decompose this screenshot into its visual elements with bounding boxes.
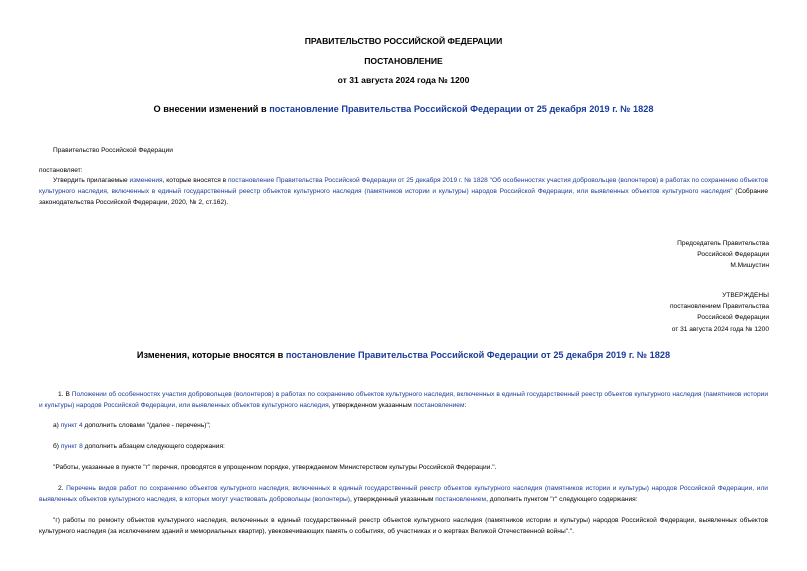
item-b-text-a: б) — [53, 443, 61, 450]
item-a-text-a: а) — [53, 422, 61, 429]
item-2-resolution-link[interactable]: постановлением — [435, 495, 487, 503]
changes-title — [0, 350, 807, 360]
item-b-text-b: дополнить абзацем следующего содержания: — [82, 443, 225, 450]
item-1-text-a: 1. В — [58, 391, 72, 398]
approved-line-4: от 31 августа 2024 года № 1200 — [671, 325, 769, 333]
p1-text-c: (Собрание законодательства Российской Федерации, 2020, № 2, ст.162). — [39, 187, 769, 206]
gov-line: Правительство Российской Федерации — [53, 147, 173, 154]
paragraph-1 — [39, 176, 768, 208]
approved-line-3: Российской Федерации — [697, 314, 769, 322]
point-8-link[interactable]: пункт 8 — [60, 443, 83, 450]
government-heading: ПРАВИТЕЛЬСТВО РОССИЙСКОЙ ФЕДЕРАЦИИ — [304, 36, 503, 46]
item-2-text-a: 2. — [58, 485, 67, 492]
approved-line-2: постановлением Правительства — [669, 303, 769, 311]
item-1-text-b: , утвержденном указанным — [328, 401, 414, 409]
quote-2: "г) работы по ремонту объектов культурного наследия, включенных в единый государственный реестр объектов культурного наследия (памятников истории и культуры) народов Российской Федерации, выявленных объектов культурного наследия (за исключением зданий и мемориальных квартир), увековечивающих память о событиях, об участниках и о жертвах Великой Отечественной войны".". — [39, 517, 768, 535]
item-a-text-b: дополнить словами "(далее - перечень)"; — [82, 422, 211, 429]
document-type: ПОСТАНОВЛЕНИЕ — [364, 56, 443, 66]
quote-1: "Работы, указанные в пункте "г" перечня, проводятся в упрощенном порядке, утверждаемом Министерством культуры Российской Федерации.". — [53, 464, 497, 471]
resolution-1828-link[interactable]: постановление Правительства Российской Федерации от 25 декабря 2019 г. № 1828 "Об особенностях участия добровольцев (волонтеров) в работах по сохранению объектов культурного наследия, включенных в единый государственный реестр объектов культурного наследия (памятников истории и культуры) народов Российской Федерации, или выявленных объектов культурного наследия" — [39, 177, 768, 195]
p1-text-b: , которые вносятся в — [162, 177, 228, 184]
item-1-text-c: : — [464, 401, 467, 409]
item-1-resolution-link[interactable]: постановлением — [413, 401, 465, 409]
title-link[interactable]: постановление Правительства Российской Федерации от 25 декабря 2019 г. № 1828 — [269, 104, 654, 114]
item-a — [53, 421, 211, 432]
approved-line-1: УТВЕРЖДЕНЫ — [722, 292, 769, 299]
signature-line-1: Председатель Правительства — [677, 240, 769, 247]
item-1 — [39, 390, 768, 412]
works-list-link[interactable]: Перечень видов работ по сохранению объектов культурного наследия, включенных в единый государственный реестр объектов культурного наследия (памятников истории и культуры) народов Российской Федерации, или выявленных объектов культурного наследия, в которых могут участвовать добровольцы (волонтеры) — [39, 485, 768, 503]
document-date: от 31 августа 2024 года № 1200 — [337, 75, 470, 85]
point-4-link[interactable]: пункт 4 — [60, 422, 83, 429]
decides-line: постановляет: — [39, 167, 83, 174]
changes-title-prefix: Изменения, которые вносятся в — [136, 350, 286, 360]
regulation-link[interactable]: Положении об особенностях участия добровольцев (волонтеров) в работах по сохранению объектов культурного наследия, включенных в единый государственный реестр объектов культурного наследия (памятников истории и культуры) народов Российской Федерации, или выявленных объектов культурного наследия — [39, 391, 769, 409]
approved-block — [670, 290, 769, 335]
document-title — [0, 104, 807, 114]
item-2-text-c: , дополнить пунктом "г" следующего содержания: — [486, 495, 638, 503]
signature-line-2: Российской Федерации — [697, 251, 769, 259]
changes-link[interactable]: изменения — [129, 177, 163, 184]
title-prefix: О внесении изменений в — [153, 104, 270, 114]
signature-block — [677, 238, 769, 272]
signature-name: М.Мишустин — [730, 262, 769, 270]
item-2-text-b: , утвержденный указанным — [350, 495, 436, 503]
item-2 — [39, 484, 768, 506]
p1-text-a: Утвердить прилагаемые — [53, 177, 130, 184]
changes-title-link[interactable]: постановление Правительства Российской Федерации от 25 декабря 2019 г. № 1828 — [285, 350, 671, 360]
item-b — [53, 442, 225, 453]
